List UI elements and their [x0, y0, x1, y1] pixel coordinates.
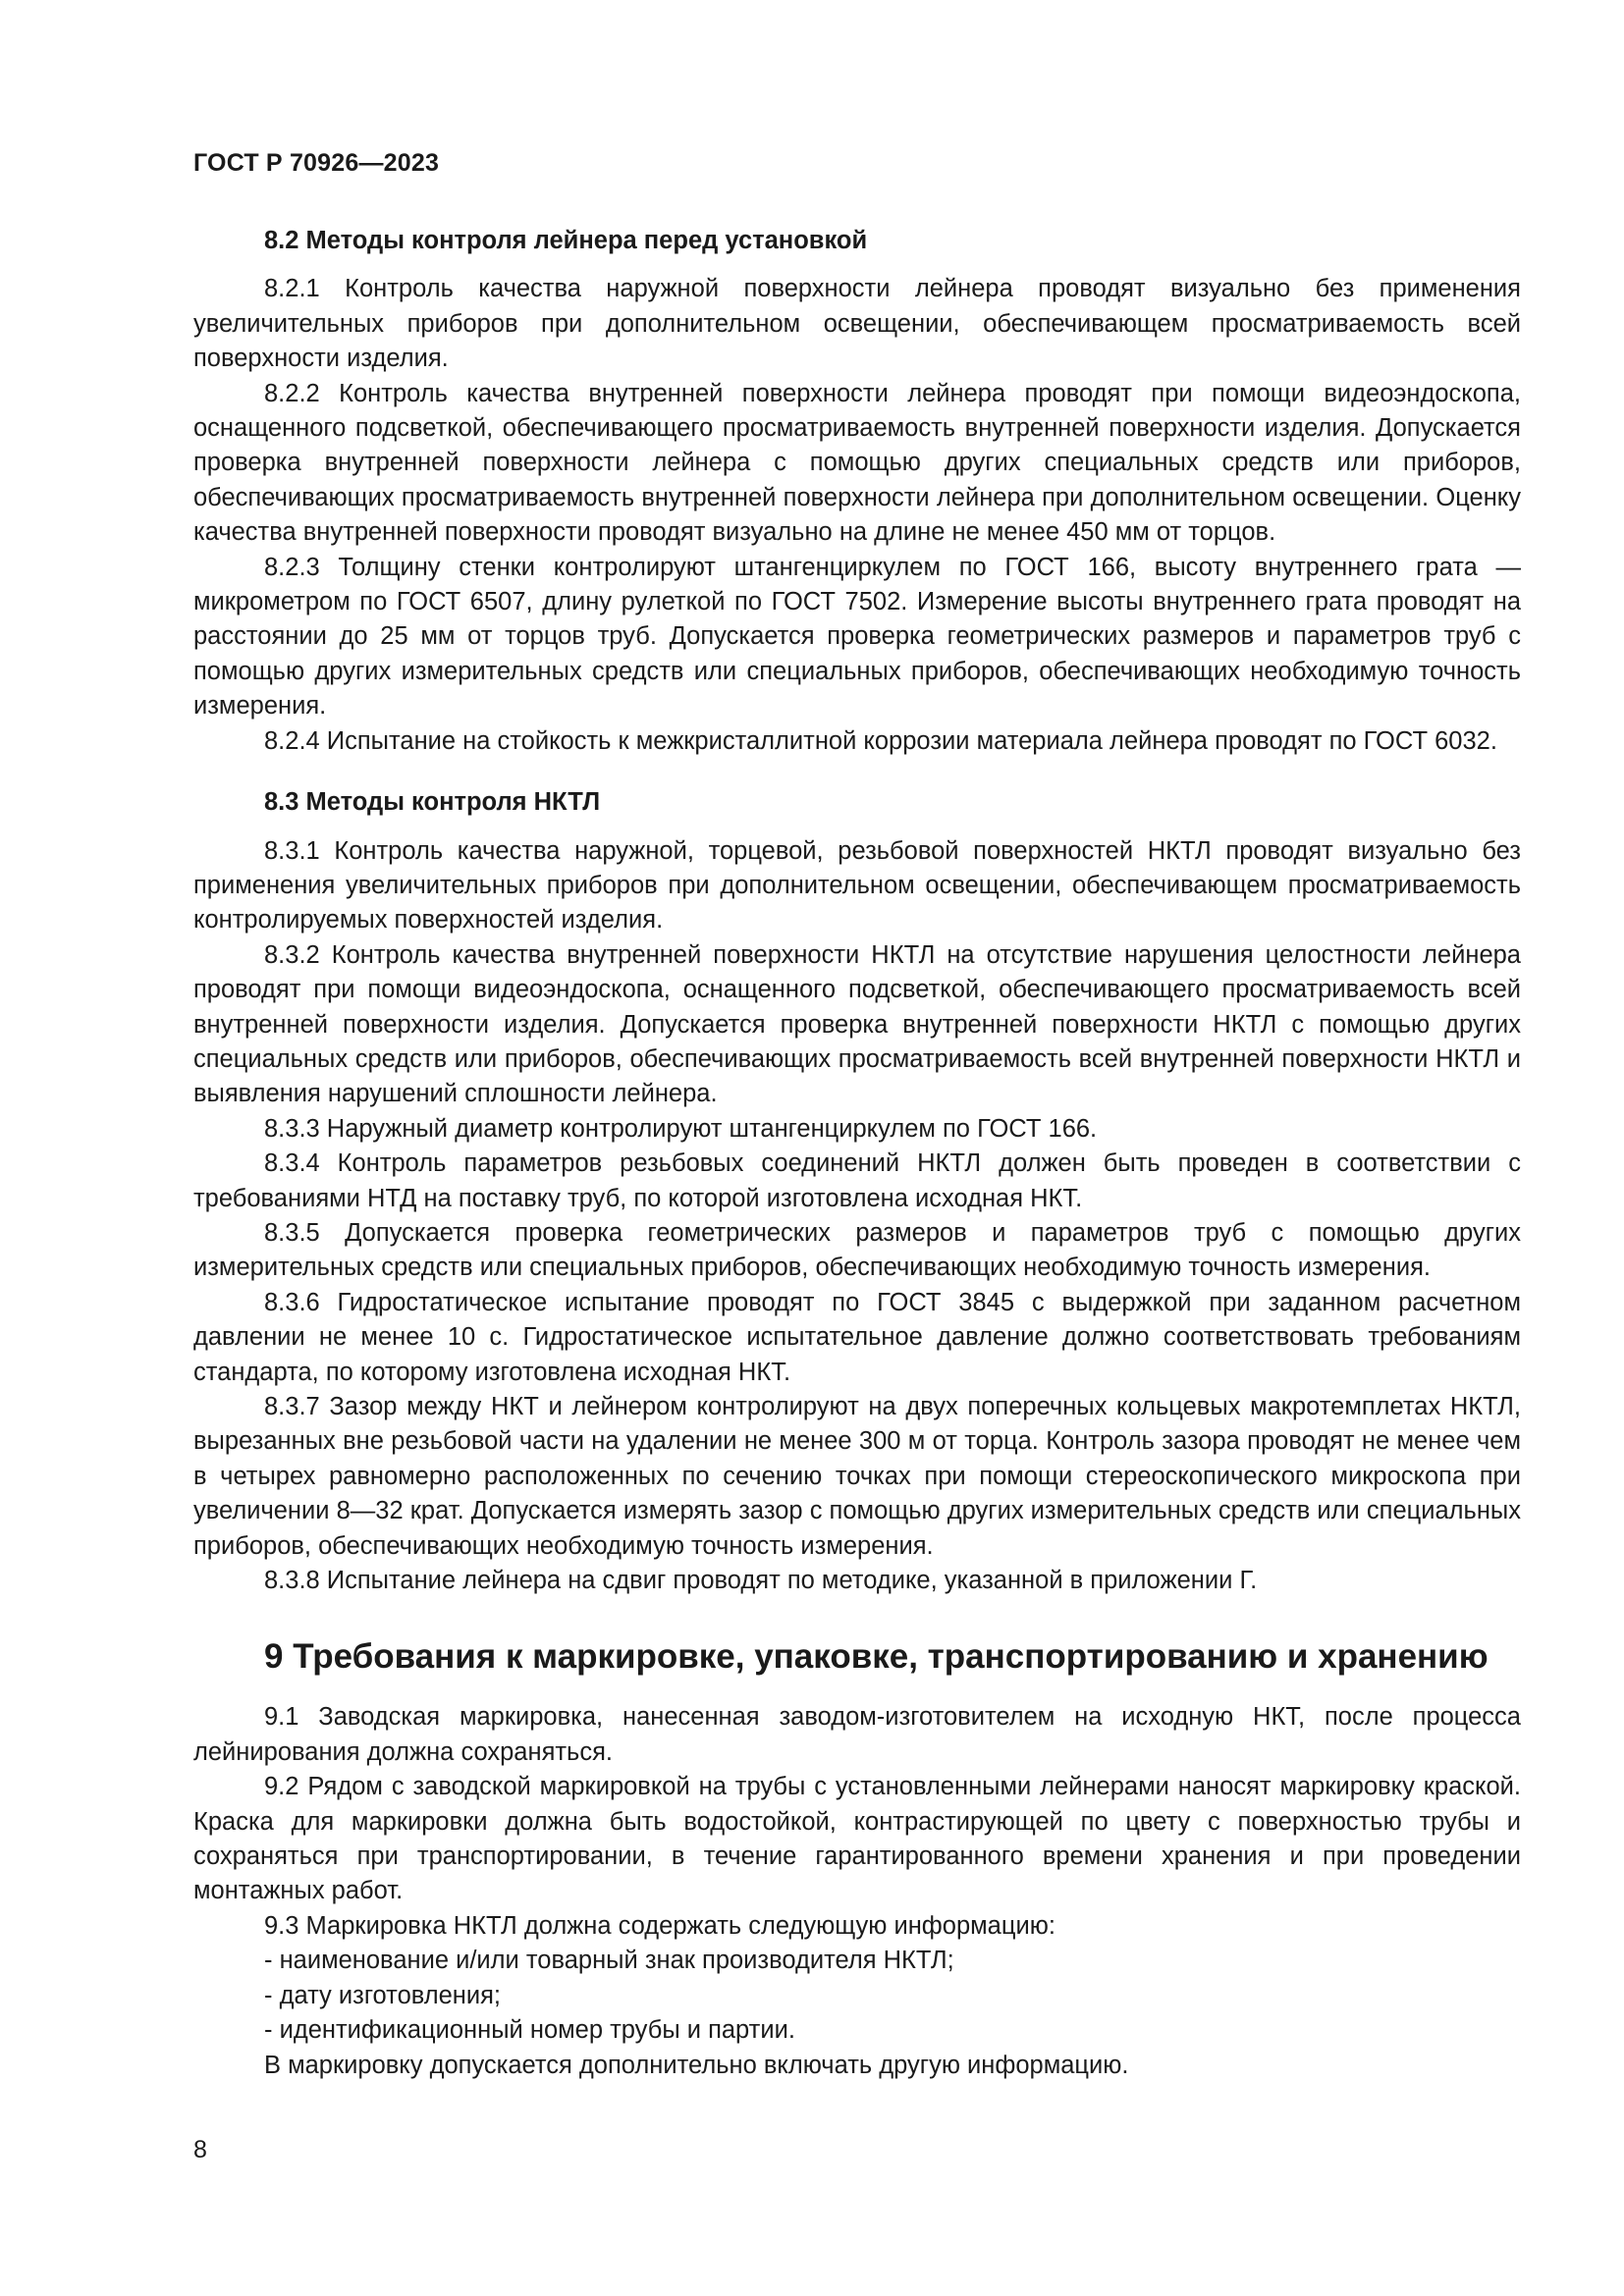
document-code-header: ГОСТ Р 70926—2023	[193, 149, 440, 177]
list-item-date: - дату изготовления;	[264, 1981, 501, 2009]
paragraph-9-3: 9.3 Маркировка НКТЛ должна содержать следующую информацию:	[264, 1911, 1056, 1940]
paragraph-8-2-4: 8.2.4 Испытание на стойкость к межкристаллитной коррозии материала лейнера проводят по ГОСТ 6032.	[264, 726, 1497, 755]
section-9-heading: 9 Требования к маркировке, упаковке, транспортированию и хранению	[264, 1637, 1489, 1677]
paragraph-8-3-7: 8.3.7 Зазор между НКТ и лейнером контролируют на двух поперечных кольцевых макротемплетах НКТЛ, вырезанных вне резьбовой части на удалении не менее 300 м от торца. Контроль зазора проводят не менее чем в четырех равномерно расположенных по сечению точках при помощи стереоскопического микроскопа при увеличении 8—32 крат. Допускается измерять зазор с помощью других измерительных средств или специальных приборов, обеспечивающих необходимую точность измерения.	[193, 1393, 1521, 1560]
paragraph-8-3-8: 8.3.8 Испытание лейнера на сдвиг проводят по методике, указанной в приложении Г.	[264, 1567, 1258, 1595]
paragraph-8-3-1: 8.3.1 Контроль качества наружной, торцевой, резьбовой поверхностей НКТЛ проводят визуально без применения увеличительных приборов при дополнительном освещении, обеспечивающем просматриваемость контролируемых поверхностей изделия.	[193, 836, 1521, 934]
paragraph-8-3-4: 8.3.4 Контроль параметров резьбовых соединений НКТЛ должен быть проведен в соответствии с требованиями НТД на поставку труб, по которой изготовлена исходная НКТ.	[193, 1149, 1521, 1212]
page-number: 8	[193, 2136, 207, 2163]
list-item-manufacturer: - наименование и/или товарный знак производителя НКТЛ;	[264, 1947, 954, 1975]
paragraph-8-2-1: 8.2.1 Контроль качества наружной поверхности лейнера проводят визуально без применения увеличительных приборов при дополнительном освещении, обеспечивающем просматриваемость всей поверхности изделия.	[193, 275, 1521, 373]
list-item-id-number: - идентификационный номер трубы и партии.	[264, 2016, 795, 2045]
paragraph-8-3-3: 8.3.3 Наружный диаметр контролируют штангенциркулем по ГОСТ 166.	[264, 1114, 1098, 1143]
paragraph-9-1: 9.1 Заводская маркировка, нанесенная заводом-изготовителем на исходную НКТ, после процесса лейнирования должна сохраняться.	[193, 1703, 1521, 1766]
section-8-3-heading: 8.3 Методы контроля НКТЛ	[264, 788, 601, 817]
document-body	[193, 224, 1521, 2083]
paragraph-9-extra: В маркировку допускается дополнительно включать другую информацию.	[264, 2051, 1129, 2079]
paragraph-8-2-2: 8.2.2 Контроль качества внутренней поверхности лейнера проводят при помощи видеоэндоскопа, оснащенного подсветкой, обеспечивающего просматриваемость внутренней поверхности изделия. Допускается проверка внутренней поверхности лейнера с помощью других специальных средств или приборов, обеспечивающих просматриваемость внутренней поверхности лейнера при дополнительном освещении. Оценку качества внутренней поверхности проводят визуально на длине не менее 450 мм от торцов.	[193, 379, 1521, 547]
paragraph-8-3-5: 8.3.5 Допускается проверка геометрических размеров и параметров труб с помощью других измерительных средств или специальных приборов, обеспечивающих необходимую точность измерения.	[193, 1218, 1521, 1282]
paragraph-8-2-3: 8.2.3 Толщину стенки контролируют штангенциркулем по ГОСТ 166, высоту внутреннего грата — микрометром по ГОСТ 6507, длину рулеткой по ГОСТ 7502. Измерение высоты внутреннего грата проводят на расстоянии до 25 мм от торцов труб. Допускается проверка геометрических размеров и параметров труб с помощью других измерительных средств или специальных приборов, обеспечивающих необходимую точность измерения.	[193, 553, 1521, 721]
paragraph-8-3-2: 8.3.2 Контроль качества внутренней поверхности НКТЛ на отсутствие нарушения целостности лейнера проводят при помощи видеоэндоскопа, оснащенного подсветкой, обеспечивающего просматриваемость всей внутренней поверхности изделия. Допускается проверка внутренней поверхности НКТЛ с помощью других специальных средств или приборов, обеспечивающих просматриваемость всей внутренней поверхности НКТЛ и выявления нарушений сплошности лейнера.	[193, 940, 1521, 1108]
paragraph-8-3-6: 8.3.6 Гидростатическое испытание проводят по ГОСТ 3845 с выдержкой при заданном расчетном давлении не менее 10 с. Гидростатическое испытательное давление должно соответствовать требованиям стандарта, по которому изготовлена исходная НКТ.	[193, 1288, 1521, 1386]
paragraph-9-2: 9.2 Рядом с заводской маркировкой на трубы с установленными лейнерами наносят маркировку краской. Краска для маркировки должна быть водостойкой, контрастирующей по цвету с поверхностью трубы и сохраняться при транспортировании, в течение гарантированного времени хранения и при проведении монтажных работ.	[193, 1773, 1521, 1905]
section-8-2-heading: 8.2 Методы контроля лейнера перед установкой	[264, 227, 868, 254]
